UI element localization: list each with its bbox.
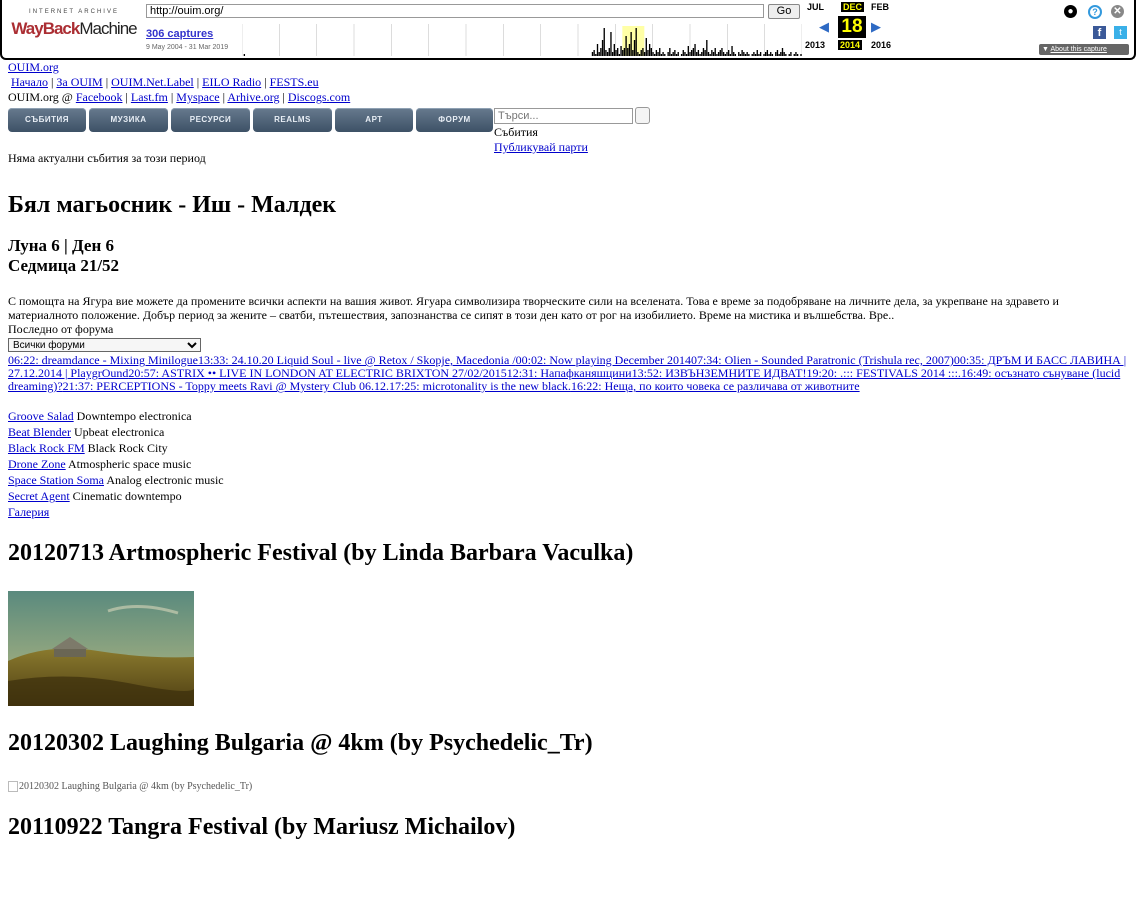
link-archive[interactable]: Arhive.org [227,90,280,104]
logo-wayback-machine: WayBackMachine [11,19,137,38]
capture-bar [794,54,795,56]
week-number: Седмица 21/52 [8,256,120,275]
capture-bar [637,52,638,56]
year-prev[interactable]: 2013 [805,40,826,50]
capture-bar [688,46,689,56]
search-input[interactable] [494,108,633,124]
gallery-title-1: 20120713 Artmospheric Festival (by Linda Barbara Vaculka) [8,540,634,566]
capture-bar [747,52,748,56]
capture-bar [723,52,724,56]
capture-bar [698,50,699,56]
capture-bar [684,52,685,56]
capture-bar [636,28,637,56]
capture-bar [785,54,786,56]
wayback-captures-link[interactable]: 306 captures [146,28,214,40]
wayback-logo[interactable] [10,6,138,50]
radio-item [8,440,1132,456]
capture-bar [699,54,700,56]
capture-bar [778,54,779,56]
capture-bar [641,50,642,56]
twitter-icon[interactable]: t [1114,26,1127,39]
capture-bar [715,48,716,56]
capture-bar [743,52,744,56]
capture-bar [725,54,726,56]
capture-bar [757,50,758,56]
capture-bar [716,54,717,56]
year-current: 2014 [840,40,861,50]
wayback-calendar [805,2,902,56]
capture-bar [646,38,647,56]
capture-bar [656,50,657,56]
capture-bar [649,44,650,56]
capture-bar [683,50,684,56]
radio-link[interactable]: Secret Agent [8,489,70,503]
capture-bar [768,54,769,56]
capture-bar [673,52,674,56]
capture-bar [731,46,732,56]
capture-bar [652,52,653,56]
link-myspace[interactable]: Myspace [176,90,220,104]
capture-bar [634,40,635,56]
capture-bar [599,52,600,56]
close-icon[interactable]: ✕ [1111,5,1124,18]
capture-bar [800,54,801,56]
capture-bar [620,46,621,56]
capture-bar [644,52,645,56]
capture-day: 18 [838,16,866,38]
capture-bar [607,52,608,56]
gallery-title-2: 20120302 Laughing Bulgaria @ 4km (by Psychedelic_Tr) [8,730,593,756]
capture-bar [592,52,593,56]
capture-bar [674,50,675,56]
radio-item [8,424,1132,440]
forum-latest-label: Последно от форума [8,322,114,336]
capture-bar [711,50,712,56]
about-capture-link[interactable]: About this capture [1050,46,1107,53]
capture-bar [664,54,665,56]
prev-capture-arrow-icon[interactable]: ◀ [819,19,829,34]
wayback-capture-range: 9 May 2004 - 31 Mar 2019 [146,44,229,51]
about-capture-button[interactable]: ▼ About this capture [1039,44,1129,55]
capture-bar [661,54,662,56]
capture-bar [733,52,734,56]
capture-bar [600,48,601,56]
gallery-link[interactable]: Галерия [8,505,50,519]
forum-feed-item[interactable]: 00:35: ДРЪМ И БАСС ЛАВИНА | 27.12.2014 | PlaygrOund [8,353,1127,380]
capture-bar [797,54,798,56]
capture-bar [689,52,690,56]
capture-bar [617,48,618,56]
capture-bar [612,52,613,56]
capture-bar [726,52,727,56]
capture-bar [790,52,791,56]
forum-feed-item[interactable]: 07:34: Olien - Sounded Paratronic (Trishula rec, 2007) [690,353,954,367]
capture-bar [777,50,778,56]
site-name-link[interactable]: OUIM.org [8,60,59,74]
capture-bar [775,52,776,56]
forum-feed-item[interactable]: 21:37: PERCEPTIONS - Toppy meets Ravi @ Mystery Club 06.12. [62,379,389,393]
nav-forum[interactable]: ФОРУМ [416,108,493,132]
capture-bar [735,54,736,56]
month-current: DEC [843,2,863,12]
capture-bar [708,52,709,56]
capture-bar [745,54,746,56]
link-about[interactable]: За OUIM [56,75,103,89]
capture-bar [721,48,722,56]
capture-bar [701,52,702,56]
capture-bar [755,54,756,56]
capture-bar [681,54,682,56]
forum-feed-item[interactable]: 13:52: ИЗВЪНЗЕМНИТЕ ИДВАТ! [631,366,807,380]
capture-bar [659,48,660,56]
link-facebook[interactable]: Facebook [75,90,123,104]
capture-bar [630,32,631,56]
forum-feed-item[interactable]: 13:33: 24.10.20 Liquid Soul - live @ Retox / Skopje, Macedonia / [197,353,516,367]
wayback-go-button[interactable]: Go [768,4,800,19]
wayback-sparkline[interactable] [242,24,802,56]
capture-bar [772,54,773,56]
forum-feed-item[interactable]: 19:20: .::: FESTIVALS 2014 :::. [806,366,961,380]
capture-bar [615,50,616,56]
capture-bar [627,48,628,56]
capture-bar [767,50,768,56]
broken-image-icon [8,781,18,792]
capture-bar [651,48,652,56]
capture-bar [686,54,687,56]
forum-feed-item[interactable]: 16:22: Неща, по които човека се различава от животните [570,379,860,393]
capture-bar [704,50,705,56]
month-prev[interactable]: JUL [807,2,825,12]
page-content [8,60,1132,865]
capture-bar [619,54,620,56]
capture-bar [720,50,721,56]
capture-bar [629,44,630,56]
capture-bar [662,52,663,56]
link-discogs[interactable]: Discogs.com [287,90,351,104]
year-next[interactable]: 2016 [871,40,892,50]
events-label: Събития [494,125,538,139]
radio-link[interactable]: Black Rock FM [8,441,85,455]
wayback-url-input[interactable]: http://ouim.org/ [146,4,764,18]
capture-bar [647,50,648,56]
capture-bar [770,52,771,56]
forum-select[interactable] [8,338,201,352]
forum-feed-item[interactable]: 06:22: dreamdance - Mixing Minilogue [8,353,198,367]
forum-feed-item[interactable]: 20:57: ASTRIX •• LIVE IN LONDON AT ELECTRIC BRIXTON 27/02/2015 [128,366,507,380]
nav-art[interactable]: АРТ [335,108,413,132]
capture-bar [693,48,694,56]
capture-bar [782,48,783,56]
moon-day: Луна 6 | Ден 6 [8,236,115,255]
capture-bar [639,54,640,56]
landscape-photo [8,591,194,706]
nav-realms[interactable]: REALMS [253,108,332,132]
radio-link[interactable]: Beat Blender [8,425,71,439]
user-icon[interactable]: ● [1064,5,1077,18]
link-netlabel[interactable]: OUIM.Net.Label [111,75,194,89]
page-title: Бял магьосник - Иш - Малдек [8,192,337,218]
capture-bar [593,50,594,56]
facebook-icon[interactable]: f [1093,26,1106,39]
capture-bar [625,36,626,56]
forum-feed-item[interactable]: 12:31: Напафканяшцини [506,366,632,380]
capture-bar [678,52,679,56]
radio-desc: Cinematic downtempo [72,489,182,503]
capture-bar [669,48,670,56]
forum-feed [8,354,1132,393]
capture-bar [614,44,615,56]
capture-bar [763,54,764,56]
radio-item [8,456,1132,472]
radio-desc: Analog electronic music [106,473,224,487]
radio-desc: Atmospheric space music [68,457,192,471]
link-home[interactable]: Начало [11,75,48,89]
capture-bar [597,44,598,56]
capture-bar [765,52,766,56]
capture-bar [748,54,749,56]
capture-bar [657,52,658,56]
wayback-icons [1062,4,1132,24]
capture-bar [624,48,625,56]
capture-bar [696,52,697,56]
search-button[interactable] [635,107,650,124]
nav-music[interactable]: МУЗИКА [89,108,168,132]
capture-bar [713,52,714,56]
link-lastfm[interactable]: Last.fm [130,90,168,104]
capture-bar [741,50,742,56]
wayback-toolbar [0,0,1136,60]
capture-bar [753,52,754,56]
capture-bar [602,40,603,56]
top-links: Начало | За OUIM | OUIM.Net.Label | EILO Radio | FESTS.eu [11,75,319,89]
radio-desc: Black Rock City [87,441,168,455]
capture-bar [609,48,610,56]
capture-bar [795,52,796,56]
no-events-text: Няма актуални събития за този период [8,151,206,165]
capture-bar [595,54,596,56]
capture-bar [654,54,655,56]
nav-events[interactable]: СЪБИТИЯ [8,108,86,132]
capture-bar [710,54,711,56]
capture-bar [671,54,672,56]
capture-bar [622,50,623,56]
forum-feed-item[interactable]: 00:02: Now playing December 2014 [515,353,691,367]
capture-bar [632,50,633,56]
day-description: С помощта на Ягура вие можете да промените всички аспекти на вашия живот. Ягуара символизира творческите сили на вселената. Това е време за подобряване на личните дела, за укрепване на здравето и материалното положение. Добър период за жените – сватби, пътешествия, запознанства се сипят в този ден като от рог на изобилието. Време на мистика и вълшебства. Вре.. [8,294,1059,322]
radio-item [8,488,1132,504]
forum-feed-item[interactable]: 16:49: осъзнато сънуване (lucid dreaming)? [8,366,1121,393]
main-nav [8,107,1132,167]
capture-bar [728,50,729,56]
logo-internet-archive: INTERNET ARCHIVE [29,9,119,15]
capture-bar [642,48,643,56]
radio-list [8,408,1132,504]
capture-bar [740,54,741,56]
nav-resources[interactable]: РЕСУРСИ [171,108,250,132]
radio-desc: Downtempo electronica [76,409,192,423]
capture-bar [730,54,731,56]
capture-bar [760,52,761,56]
forum-feed-item[interactable]: 17:25: microtonality is the new black. [388,379,571,393]
capture-bar [758,54,759,56]
capture-bar [784,52,785,56]
capture-bar [718,52,719,56]
capture-bar [604,28,605,56]
radio-item [8,408,1132,424]
radio-item [8,472,1132,488]
capture-bar [789,54,790,56]
next-capture-arrow-icon[interactable]: ▶ [871,19,881,34]
capture-bar [244,54,245,56]
radio-link[interactable]: Groove Salad [8,409,74,423]
capture-bar [694,44,695,56]
link-radio[interactable]: EILO Radio [202,75,262,89]
publish-party-link[interactable]: Публикувай парти [494,140,588,154]
capture-bar [610,32,611,56]
capture-bar [703,48,704,56]
capture-bar [691,50,692,56]
capture-bar [780,52,781,56]
radio-link[interactable]: Drone Zone [8,457,66,471]
gallery-title-3: 20110922 Tangra Festival (by Mariusz Michailov) [8,814,516,841]
help-icon[interactable]: ? [1088,5,1102,19]
month-next[interactable]: FEB [871,2,889,12]
radio-desc: Upbeat electronica [73,425,165,439]
capture-bar [676,54,677,56]
gallery-photo-1[interactable] [8,591,194,706]
social-links: OUIM.org @ Facebook | Last.fm | Myspace | Arhive.org | Discogs.com [8,90,351,104]
radio-link[interactable]: Space Station Soma [8,473,104,487]
capture-bar [738,52,739,56]
capture-bar [706,40,707,56]
link-fests[interactable]: FESTS.eu [269,75,319,89]
capture-bar [667,52,668,56]
broken-image[interactable]: 20120302 Laughing Bulgaria @ 4km (by Psychedelic_Tr) [8,781,1132,792]
capture-bar [752,54,753,56]
capture-bar [605,50,606,56]
